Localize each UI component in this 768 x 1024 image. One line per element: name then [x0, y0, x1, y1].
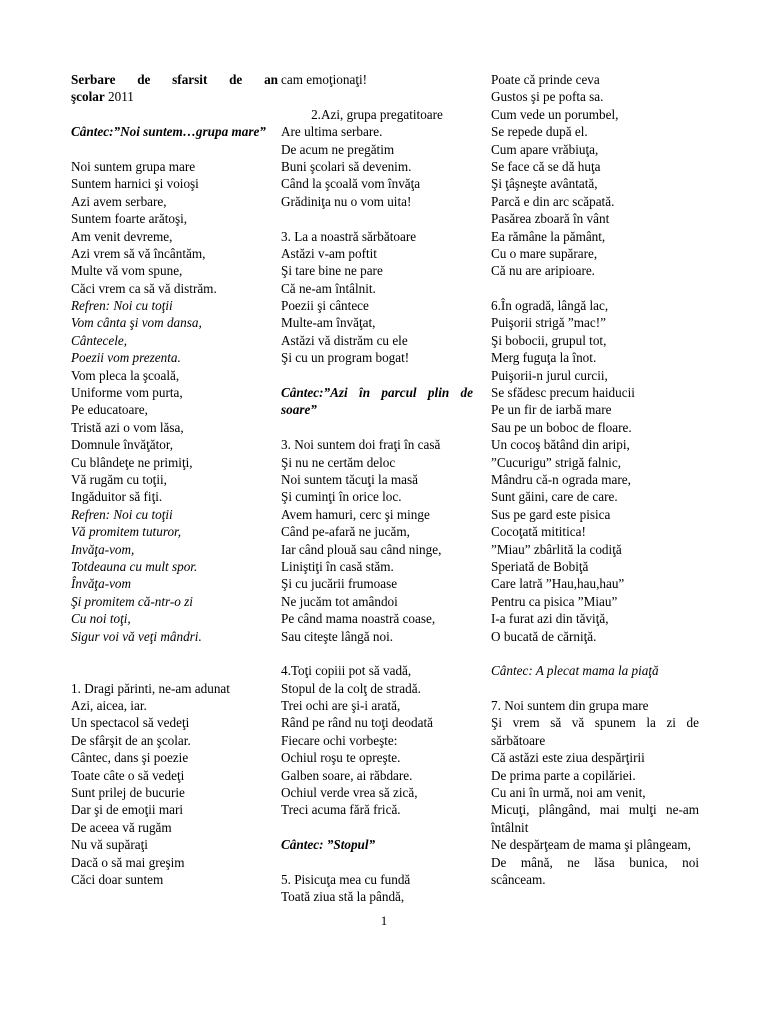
text-line: Cocoţată mititica!	[491, 524, 586, 540]
text-line: Gustos şi pe pofta sa.	[491, 89, 604, 105]
section-heading: Cântec: ”Stopul”	[281, 837, 376, 853]
text-line: Şi cu un program bogat!	[281, 350, 410, 366]
title-school-word: şcolar	[71, 89, 105, 105]
text-line: Poate că prinde ceva	[491, 72, 600, 87]
document-subtitle	[71, 88, 278, 105]
text-line: Totdeauna cu mult spor.	[71, 558, 198, 574]
text-line: Mândru că-n ograda mare,	[491, 471, 631, 487]
text-line: Cu blândeţe ne primiţi,	[71, 454, 193, 470]
text-line: Care latră ”Hau,hau,hau”	[491, 576, 625, 592]
text-line: Dar şi de emoţii mari	[71, 802, 184, 818]
text-line: Multe-am învăţat,	[281, 315, 376, 331]
text-line: Liniştiţi în casă stăm.	[281, 558, 394, 574]
text-line: Ochiul roşu te opreşte.	[281, 750, 401, 766]
text-line: Poezii şi cântece	[281, 298, 369, 314]
text-line: Are ultima serbare.	[281, 124, 383, 140]
text-line: Astăzi v-am poftit	[281, 245, 377, 261]
text-line: Pe un fir de iarbă mare	[491, 402, 612, 418]
text-line: Cum apare vrăbiuţa,	[491, 141, 599, 157]
text-line: 2.Azi, grupa pregatitoare	[311, 106, 443, 122]
title-year: 2011	[104, 89, 134, 105]
blank-line	[281, 367, 473, 384]
text-line: Ne jucăm tot amândoi	[281, 593, 398, 609]
text-line: Sunt prilej de bucurie	[71, 785, 185, 801]
text-line: ”Miau” zbârlită la codiţă	[491, 541, 622, 557]
text-line: Azi vrem să vă încântăm,	[71, 245, 206, 261]
text-line: Uniforme vom purta,	[71, 385, 183, 401]
text-line: Sigur voi vă veţi mândri.	[71, 628, 202, 644]
text-line: Toată ziua stă la pândă,	[281, 889, 405, 905]
blank-line	[491, 280, 699, 297]
text-line: Refren: Noi cu toţii	[71, 298, 173, 314]
text-line: Se sfădesc precum haiducii	[491, 385, 635, 401]
section-heading: Cântec:”Noi suntem…grupa mare”	[71, 124, 266, 140]
text-line: Învăţa-vom	[71, 576, 132, 592]
text-line: Buni şcolari să devenim.	[281, 158, 412, 174]
text-line: Un cocoş bătând din aripi,	[491, 437, 630, 453]
text-line: Şi tare bine ne pare	[281, 263, 383, 279]
text-line: Am venit devreme,	[71, 228, 173, 244]
text-line: Ea rămâne la pământ,	[491, 228, 606, 244]
text-line: De acum ne pregătim	[281, 141, 395, 157]
text-line: Cu ani în urmă, noi am venit,	[491, 785, 646, 801]
text-line: Puişorii-n jurul curcii,	[491, 367, 608, 383]
text-line: 1. Dragi părinti, ne-am adunat	[71, 680, 230, 696]
text-line: Ingăduitor să fiţi.	[71, 489, 163, 505]
text-line: Merg fuguţa la înot.	[491, 350, 597, 366]
text-line: Ochiul verde vrea să zică,	[281, 785, 418, 801]
text-line: Tristă azi o vom lăsa,	[71, 419, 184, 435]
text-line: Invăţa-vom,	[71, 541, 135, 557]
text-line: Parcă e din arc scăpată.	[491, 193, 615, 209]
text-line: Sunt găini, care de care.	[491, 489, 618, 505]
text-line: Şi promitem că-ntr-o zi	[71, 593, 193, 609]
text-line: Refren: Noi cu toţii	[71, 506, 173, 522]
text-line: Treci acuma fără frică.	[281, 802, 401, 818]
text-line: ”Cucurigu” strigă falnic,	[491, 454, 621, 470]
text-line: Că ne-am întâlnit.	[281, 280, 376, 296]
text-line: Noi suntem grupa mare	[71, 158, 196, 174]
text-line: Cum vede un porumbel,	[491, 106, 619, 122]
page-number: 1	[380, 913, 388, 928]
text-line: Stopul de la colţ de stradă.	[281, 680, 421, 696]
column-left	[71, 71, 278, 888]
text-line: 7. Noi suntem din grupa mare	[491, 698, 649, 714]
text-line: Poezii vom prezenta.	[71, 350, 181, 366]
text-line: Grădiniţa nu o vom uita!	[281, 193, 412, 209]
text-line: 3. La a noastră sărbătoare	[281, 228, 417, 244]
text-line: Rând pe rând nu toţi deodată	[281, 715, 433, 731]
blank-line	[71, 662, 278, 679]
text-line: cam emoţionaţi!	[281, 72, 368, 87]
text-line: Trei ochi are şi-i arată,	[281, 698, 401, 714]
text-line: Dacă o să mai greşim	[71, 854, 185, 870]
text-line: Cântec: A plecat mama la piaţă	[491, 663, 659, 679]
text-line: 5. Pisicuţa mea cu fundă	[281, 872, 411, 887]
text-line: Vă promitem tuturor,	[71, 524, 182, 540]
document-title	[71, 71, 278, 88]
text-line: Se repede după el.	[491, 124, 588, 140]
text-line: Suntem foarte arătoşi,	[71, 211, 188, 227]
blank-line	[491, 680, 699, 697]
text-line: Că astăzi este ziua despărţirii	[491, 750, 645, 766]
text-line: Ne despărţeam de mama şi plângeam,	[491, 837, 691, 853]
text-line: Azi, aicea, iar.	[71, 698, 147, 714]
text-line: Sau pe un boboc de floare.	[491, 419, 632, 435]
text-line: Pasărea zboară în vânt	[491, 211, 610, 227]
text-line: Pe educatoare,	[71, 402, 148, 418]
blank-line	[281, 645, 473, 662]
text-line: Micuţi, plângând, mai mulţi ne-am întâlnit	[491, 802, 699, 835]
text-line: Că nu are aripioare.	[491, 263, 595, 279]
text-line: Şi cu jucării frumoase	[281, 576, 398, 592]
text-line: Şi cuminţi în orice loc.	[281, 489, 402, 505]
text-line: Multe vă vom spune,	[71, 263, 183, 279]
text-line: De mână, ne lăsa bunica, noi scânceam.	[491, 854, 699, 888]
text-line: Căci doar suntem	[71, 871, 164, 887]
text-line: Căci vrem ca să vă distrăm.	[71, 280, 217, 296]
section-heading: Cântec:”Azi în parcul plin de soare”	[281, 385, 473, 418]
text-line: O bucată de cărniţă.	[491, 628, 597, 644]
text-line: Vă rugăm cu toţii,	[71, 472, 167, 487]
blank-line	[281, 210, 473, 227]
text-line: Toate câte o să vedeţi	[71, 767, 185, 783]
text-line: Un spectacol să vedeţi	[71, 715, 190, 731]
text-line: Galben soare, ai răbdare.	[281, 767, 413, 783]
text-line: Fiecare ochi vorbeşte:	[281, 732, 398, 748]
text-line: Astăzi vă distrăm cu ele	[281, 332, 408, 348]
text-line: Vom cânta şi vom dansa,	[71, 315, 202, 331]
text-line: Şi bobocii, grupul tot,	[491, 332, 607, 348]
text-line: Când pe-afară ne jucăm,	[281, 524, 410, 540]
text-line: Cu noi toţi,	[71, 611, 131, 627]
blank-line	[491, 645, 699, 662]
text-line: Speriată de Bobiţă	[491, 558, 589, 574]
column-right	[491, 71, 699, 888]
text-line: Noi suntem tăcuţi la masă	[281, 472, 418, 488]
text-line: Pe când mama noastră coase,	[281, 611, 436, 627]
text-line: I-a furat azi din tăviţă,	[491, 611, 609, 627]
text-line: Se face că se dă huţa	[491, 158, 601, 174]
text-line: Iar când plouă sau când ninge,	[281, 541, 442, 557]
text-line: Sus pe gard este pisica	[491, 506, 611, 522]
text-line: Suntem harnici şi voioşi	[71, 176, 199, 192]
text-line: Vom pleca la şcoală,	[71, 367, 180, 383]
text-line: 4.Toţi copiii pot să vadă,	[281, 663, 412, 679]
text-line: Când la şcoală vom învăţa	[281, 176, 421, 192]
text-line: Cu o mare supărare,	[491, 245, 598, 261]
text-line: Sau citeşte lângă noi.	[281, 628, 394, 644]
blank-line	[281, 819, 473, 836]
column-right-body	[491, 71, 699, 888]
blank-line	[71, 141, 278, 158]
blank-line	[71, 645, 278, 662]
text-line: Domnule învăţător,	[71, 437, 174, 453]
text-line: Puişorii strigă ”mac!”	[491, 315, 606, 331]
text-line: De prima parte a copilăriei.	[491, 767, 636, 783]
text-line: Pentru ca pisica ”Miau”	[491, 593, 618, 609]
text-line: Cântecele,	[71, 332, 128, 348]
text-line: Avem hamuri, cerc şi minge	[281, 506, 430, 522]
text-line: De aceea vă rugăm	[71, 819, 172, 835]
text-line: Azi avem serbare,	[71, 193, 167, 209]
column-left-body	[71, 123, 278, 888]
blank-line	[281, 88, 473, 105]
text-line: Şi vrem să vă spunem la zi de sărbătoare	[491, 715, 699, 748]
title-text: Serbare de sfarsit de an	[71, 72, 278, 87]
text-line: Şi ţâşneşte avântată,	[491, 176, 598, 192]
blank-line	[281, 854, 473, 871]
text-line: Cântec, dans şi poezie	[71, 750, 189, 766]
column-middle	[281, 71, 473, 906]
text-line: Şi nu ne certăm deloc	[281, 454, 396, 470]
column-middle-body	[281, 71, 473, 906]
text-line: 3. Noi suntem doi fraţi în casă	[281, 437, 441, 453]
text-line: 6.În ogradă, lângă lac,	[491, 298, 609, 314]
text-line: De sfârşit de an şcolar.	[71, 732, 191, 748]
text-line: Nu vă supăraţi	[71, 837, 148, 853]
blank-line	[281, 419, 473, 436]
